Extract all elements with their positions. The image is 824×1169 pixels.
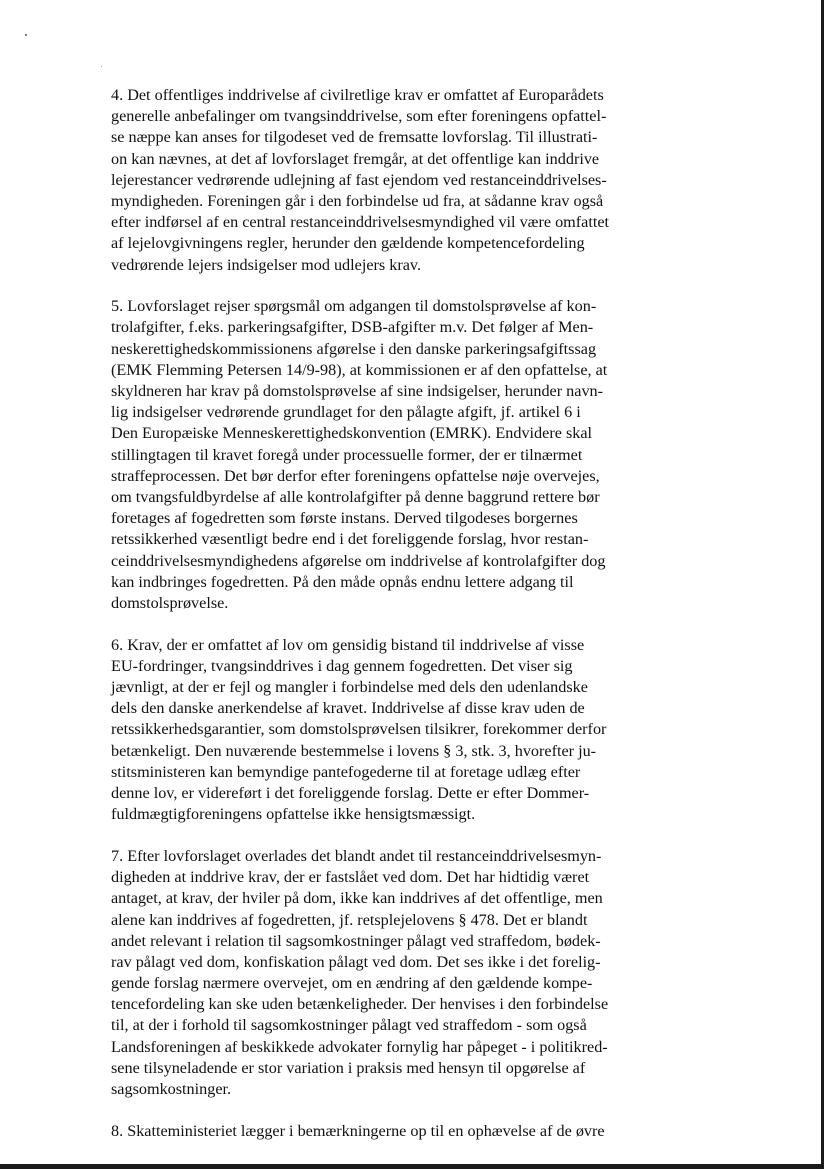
text-line: vedrørende lejers indsigelser mod udlejers krav. <box>111 255 422 274</box>
paragraph-5 <box>111 296 631 614</box>
text-line: jævnligt, at der er fejl og mangler i forbindelse med dels den udenlandske <box>111 678 588 697</box>
text-line: lig indsigelser vedrørende grundlaget for den pålagte afgift, jf. artikel 6 i <box>111 403 581 422</box>
text-line: digheden at inddrive krav, der er fastslået ved dom. Det har hidtidig været <box>111 868 590 887</box>
text-line: 8. Skatteministeriet lægger i bemærkningerne op til en ophævelse af de øvre <box>111 1121 605 1140</box>
text-line: andet relevant i relation til sagsomkostninger pålagt ved straffedom, bødek- <box>111 931 601 950</box>
text-line: stillingtagen til kravet foregå under processuelle former, der er tilnærmet <box>111 445 583 464</box>
text-line: ceinddrivelsesmyndighedens afgørelse om inddrivelse af kontrolafgifter dog <box>111 551 606 570</box>
text-line: 4. Det offentliges inddrivelse af civilretlige krav er omfattet af Europarådets <box>111 86 604 104</box>
paragraph-6 <box>111 635 631 826</box>
text-line: skyldneren har krav på domstolsprøvelse af sine indsigelser, herunder navn- <box>111 382 604 401</box>
scan-edge-bottom <box>0 1164 824 1169</box>
text-line: trolafgifter, f.eks. parkeringsafgifter, DSB-afgifter m.v. Det følger af Men- <box>111 318 594 337</box>
text-line: 5. Lovforslaget rejser spørgsmål om adgangen til domstolsprøvelse af kon- <box>111 297 597 316</box>
document-body <box>111 85 631 1163</box>
text-line: foretages af fogedretten som første instans. Derved tilgodeses borgernes <box>111 509 578 528</box>
text-line: Den Europæiske Menneskerettighedskonvention (EMRK). Endvidere skal <box>111 424 593 443</box>
text-line: stitsministeren kan bemyndige pantefogederne til at foretage udlæg efter <box>111 762 581 781</box>
text-line: af lejelovgivningens regler, herunder den gældende kompetencefordeling <box>111 234 585 253</box>
text-line: (EMK Flemming Petersen 14/9-98), at kommissionen er af den opfattelse, at <box>111 360 608 379</box>
text-line: retssikkerhed væsentligt bedre end i det foreliggende forslag, hvor restan- <box>111 530 589 549</box>
text-line: antaget, at krav, der hviler på dom, ikke kan inddrives af det offentlige, men <box>111 889 603 908</box>
paragraph-7 <box>111 846 631 1100</box>
text-line: sagsomkostninger. <box>111 1080 232 1099</box>
text-line: betænkeligt. Den nuværende bestemmelse i lovens § 3, stk. 3, hvorefter ju- <box>111 741 597 760</box>
text-line: efter indførsel af en central restanceinddrivelsesmyndighed vil være omfattet <box>111 213 610 232</box>
text-line: tencefordeling kan ske uden betænkeligheder. Der henvises i den forbindelse <box>111 995 609 1014</box>
text-line: Landsforeningen af beskikkede advokater fornylig har påpeget - i politikred- <box>111 1037 608 1056</box>
paragraph-4 <box>111 85 631 276</box>
text-line: myndigheden. Foreningen går i den forbindelse ud fra, at sådanne krav også <box>111 191 604 210</box>
paragraph-8 <box>111 1121 631 1142</box>
text-line: 7. Efter lovforslaget overlades det blandt andet til restanceinddrivelsesmyn- <box>111 846 602 865</box>
scan-speck <box>101 66 102 67</box>
text-line: gende forslag nærmere overvejet, om en ændring af den gældende kompe- <box>111 974 593 993</box>
text-line: til, at der i forhold til sagsomkostninger pålagt ved straffedom - som også <box>111 1016 587 1035</box>
text-line: neskerettighedskommissionens afgørelse i den danske parkeringsafgiftssag <box>111 339 597 358</box>
text-line: denne lov, er videreført i det foreliggende forslag. Dette er efter Dommer- <box>111 784 590 802</box>
text-line: rav pålagt ved dom, konfiskation pålagt ved dom. Det ses ikke i det forelig- <box>111 952 601 971</box>
text-line: alene kan inddrives af fogedretten, jf. retsplejelovens § 478. Det er blandt <box>111 910 588 929</box>
text-line: 6. Krav, der er omfattet af lov om gensidig bistand til inddrivelse af visse <box>111 635 585 654</box>
text-line: straffeprocessen. Det bør derfor efter foreningens opfattelse nøje overvejes, <box>111 466 600 485</box>
text-line: dels den danske anerkendelse af kravet. Inddrivelse af disse krav uden de <box>111 699 585 718</box>
text-line: retssikkerhedsgarantier, som domstolsprøvelsen tilsikrer, forekommer derfor <box>111 720 607 739</box>
text-line: generelle anbefalinger om tvangsinddrivelse, som efter foreningens opfattel- <box>111 107 607 126</box>
text-line: kan indbringes fogedretten. På den måde opnås endnu lettere adgang til <box>111 572 574 591</box>
text-line: on kan nævnes, at det af lovforslaget fremgår, at det offentlige kan inddrive <box>111 149 600 168</box>
text-line: sene tilsyneladende er stor variation i praksis med hensyn til opgørelse af <box>111 1058 586 1077</box>
text-line: EU-fordringer, tvangsinddrives i dag gennem fogedretten. Det viser sig <box>111 656 573 675</box>
text-line: om tvangsfuldbyrdelse af alle kontrolafgifter på denne baggrund rettere bør <box>111 487 600 506</box>
text-line: domstolsprøvelse. <box>111 593 229 612</box>
text-line: fuldmægtigforeningens opfattelse ikke hensigtsmæssigt. <box>111 805 476 824</box>
scan-speck <box>25 34 27 36</box>
text-line: se næppe kan anses for tilgodeset ved de fremsatte lovforslag. Til illustrati- <box>111 128 598 147</box>
text-line: lejerestancer vedrørende udlejning af fast ejendom ved restanceinddrivelses- <box>111 170 607 189</box>
